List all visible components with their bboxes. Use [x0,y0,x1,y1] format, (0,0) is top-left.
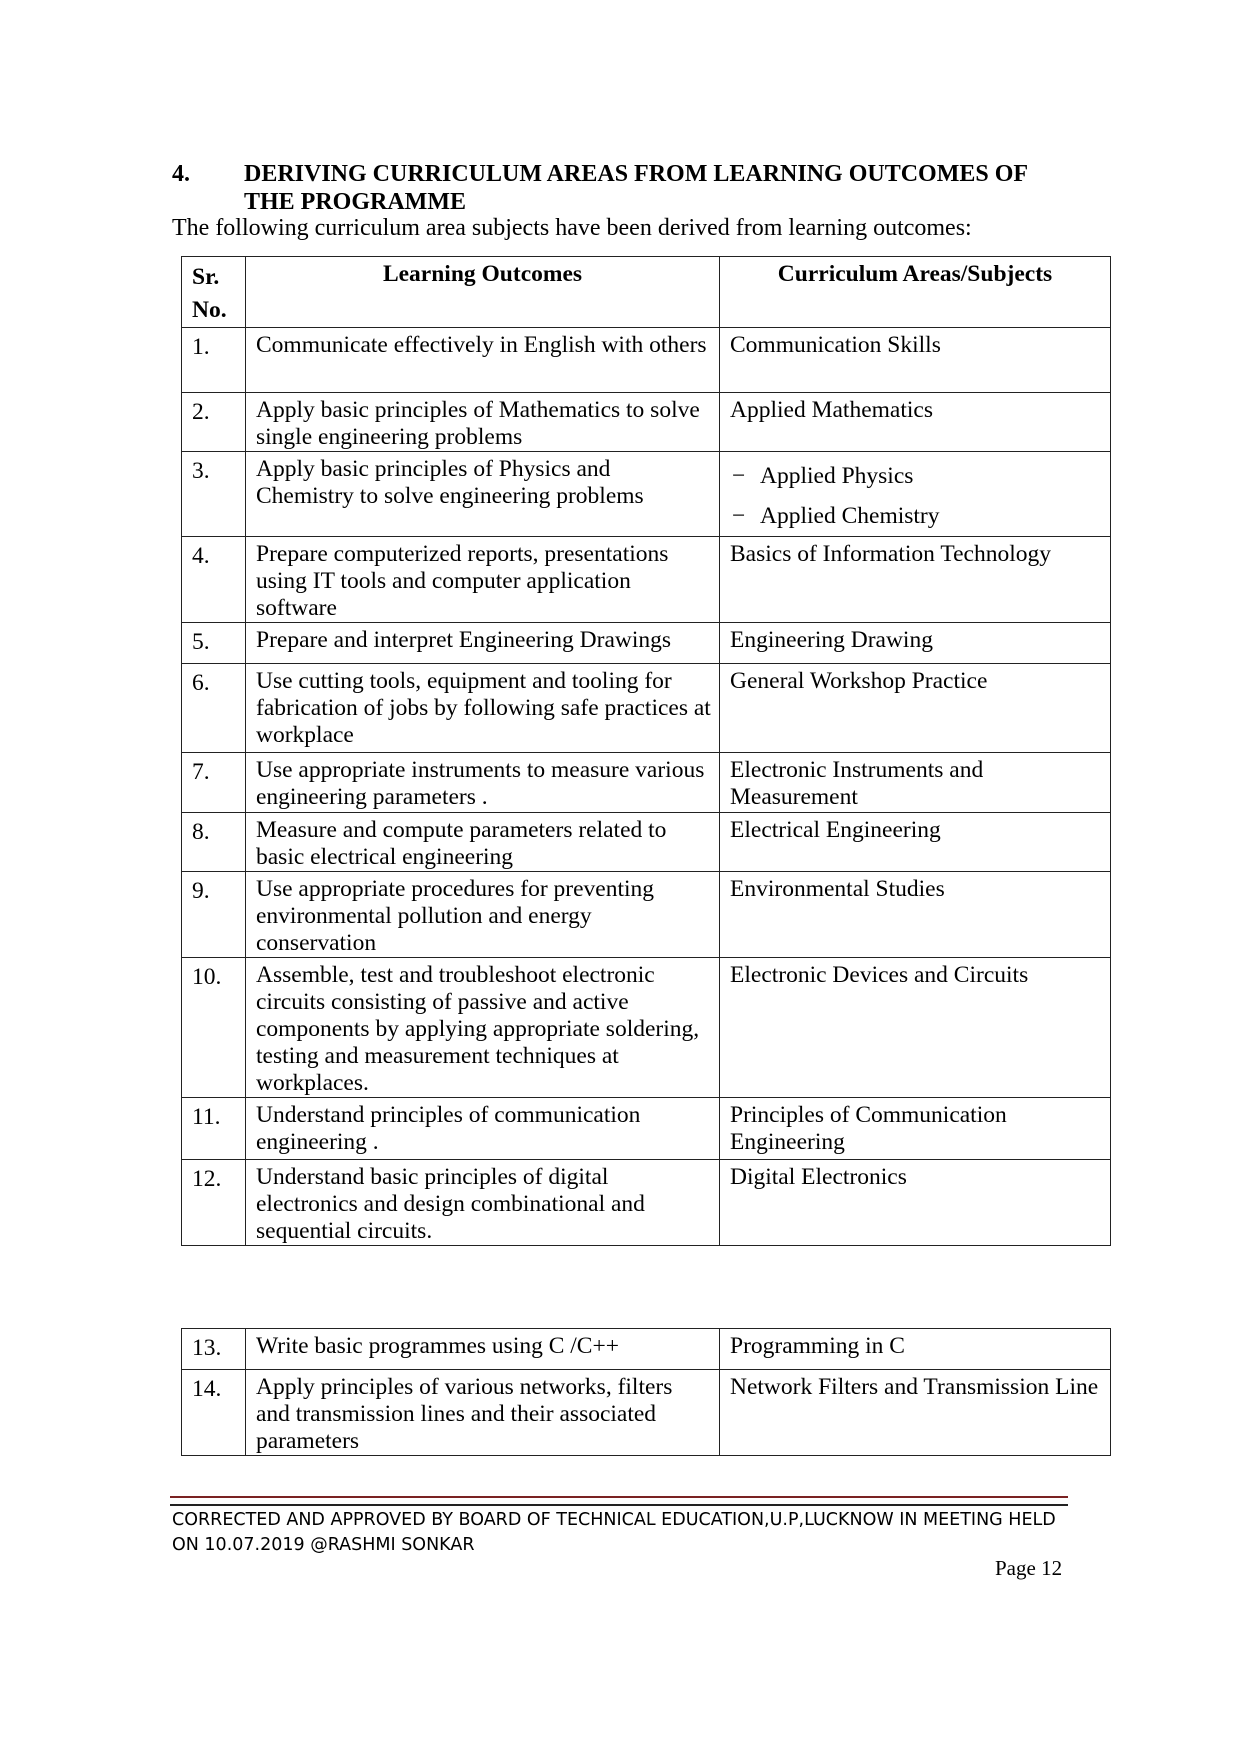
row-curriculum-area: Environmental Studies [720,872,1111,958]
curriculum-area-text: Applied Chemistry [760,503,940,529]
table-row [182,328,1111,393]
row-curriculum-area: Principles of Communication Engineering [720,1098,1111,1160]
footer-approval-note: CORRECTED AND APPROVED BY BOARD OF TECHNICAL EDUCATION,U.P,LUCKNOW IN MEETING HELD ON 10.07.2019 @RASHMI SONKAR [172,1510,1056,1555]
section-intro: The following curriculum area subjects have been derived from learning outcomes: [172,215,972,241]
row-sr-no: 2. [182,393,246,452]
table-header-row [182,257,1111,328]
row-curriculum-area: Programming in C [720,1329,1111,1370]
row-learning-outcome: Assemble, test and troubleshoot electronic circuits consisting of passive and active components by applying appropriate soldering, testing and measurement techniques at workplaces. [246,958,720,1098]
table-body-continued [182,1329,1111,1456]
table-row [182,813,1111,872]
table-row [182,872,1111,958]
header-sr-no: Sr. No. [182,257,246,328]
row-curriculum-area: Network Filters and Transmission Line [720,1370,1111,1456]
curriculum-table [181,256,1111,1246]
header-curriculum-areas: Curriculum Areas/Subjects [720,257,1111,328]
row-curriculum-area [720,452,1111,537]
row-curriculum-area: Digital Electronics [720,1160,1111,1246]
row-learning-outcome: Use cutting tools, equipment and tooling for fabrication of jobs by following safe practices at workplace [246,664,720,753]
row-curriculum-area: Electronic Instruments and Measurement [720,753,1111,813]
curriculum-area-text: Applied Physics [760,463,914,489]
curriculum-area-item [730,456,1102,496]
row-learning-outcome: Prepare computerized reports, presentations using IT tools and computer application software [246,537,720,623]
row-learning-outcome: Use appropriate instruments to measure various engineering parameters . [246,753,720,813]
row-sr-no: 11. [182,1098,246,1160]
table-body [182,328,1111,1246]
table-row [182,958,1111,1098]
row-sr-no: 4. [182,537,246,623]
row-curriculum-area: Communication Skills [720,328,1111,393]
row-sr-no: 7. [182,753,246,813]
curriculum-table-continued [181,1328,1111,1456]
row-sr-no: 8. [182,813,246,872]
row-sr-no: 10. [182,958,246,1098]
header-learning-outcomes: Learning Outcomes [246,257,720,328]
table-row [182,623,1111,664]
row-sr-no: 9. [182,872,246,958]
section-title: DERIVING CURRICULUM AREAS FROM LEARNING OUTCOMES OF THE PROGRAMME [244,161,1028,215]
row-learning-outcome: Measure and compute parameters related to basic electrical engineering [246,813,720,872]
row-sr-no: 6. [182,664,246,753]
table-row [182,1329,1111,1370]
row-sr-no: 13. [182,1329,246,1370]
row-curriculum-area: Electronic Devices and Circuits [720,958,1111,1098]
section-number: 4. [172,161,190,187]
row-curriculum-area: Engineering Drawing [720,623,1111,664]
footer-rule [170,1496,1068,1506]
row-sr-no: 3. [182,452,246,537]
row-sr-no: 5. [182,623,246,664]
row-learning-outcome: Use appropriate procedures for preventing environmental pollution and energy conservation [246,872,720,958]
row-learning-outcome: Communicate effectively in English with others [246,328,720,393]
row-sr-no: 1. [182,328,246,393]
row-curriculum-area: Basics of Information Technology [720,537,1111,623]
row-learning-outcome: Prepare and interpret Engineering Drawings [246,623,720,664]
table-row [182,1160,1111,1246]
row-sr-no: 14. [182,1370,246,1456]
table-row [182,452,1111,537]
row-learning-outcome: Apply principles of various networks, filters and transmission lines and their associated parameters [246,1370,720,1456]
page-number: Page 12 [995,1556,1063,1580]
row-learning-outcome: Understand principles of communication engineering . [246,1098,720,1160]
table-row [182,1098,1111,1160]
table-row [182,664,1111,753]
row-learning-outcome: Write basic programmes using C /C++ [246,1329,720,1370]
row-curriculum-area: General Workshop Practice [720,664,1111,753]
curriculum-area-item [730,496,1102,536]
table-row [182,393,1111,452]
row-learning-outcome: Apply basic principles of Physics and Chemistry to solve engineering problems [246,452,720,537]
row-learning-outcome: Apply basic principles of Mathematics to solve single engineering problems [246,393,720,452]
row-sr-no: 12. [182,1160,246,1246]
curriculum-area-list [730,456,1102,536]
table-row [182,537,1111,623]
row-curriculum-area: Electrical Engineering [720,813,1111,872]
table-row [182,753,1111,813]
dash-bullet: − [732,503,746,529]
dash-bullet: − [732,463,746,489]
row-learning-outcome: Understand basic principles of digital electronics and design combinational and sequential circuits. [246,1160,720,1246]
table-row [182,1370,1111,1456]
row-curriculum-area: Applied Mathematics [720,393,1111,452]
